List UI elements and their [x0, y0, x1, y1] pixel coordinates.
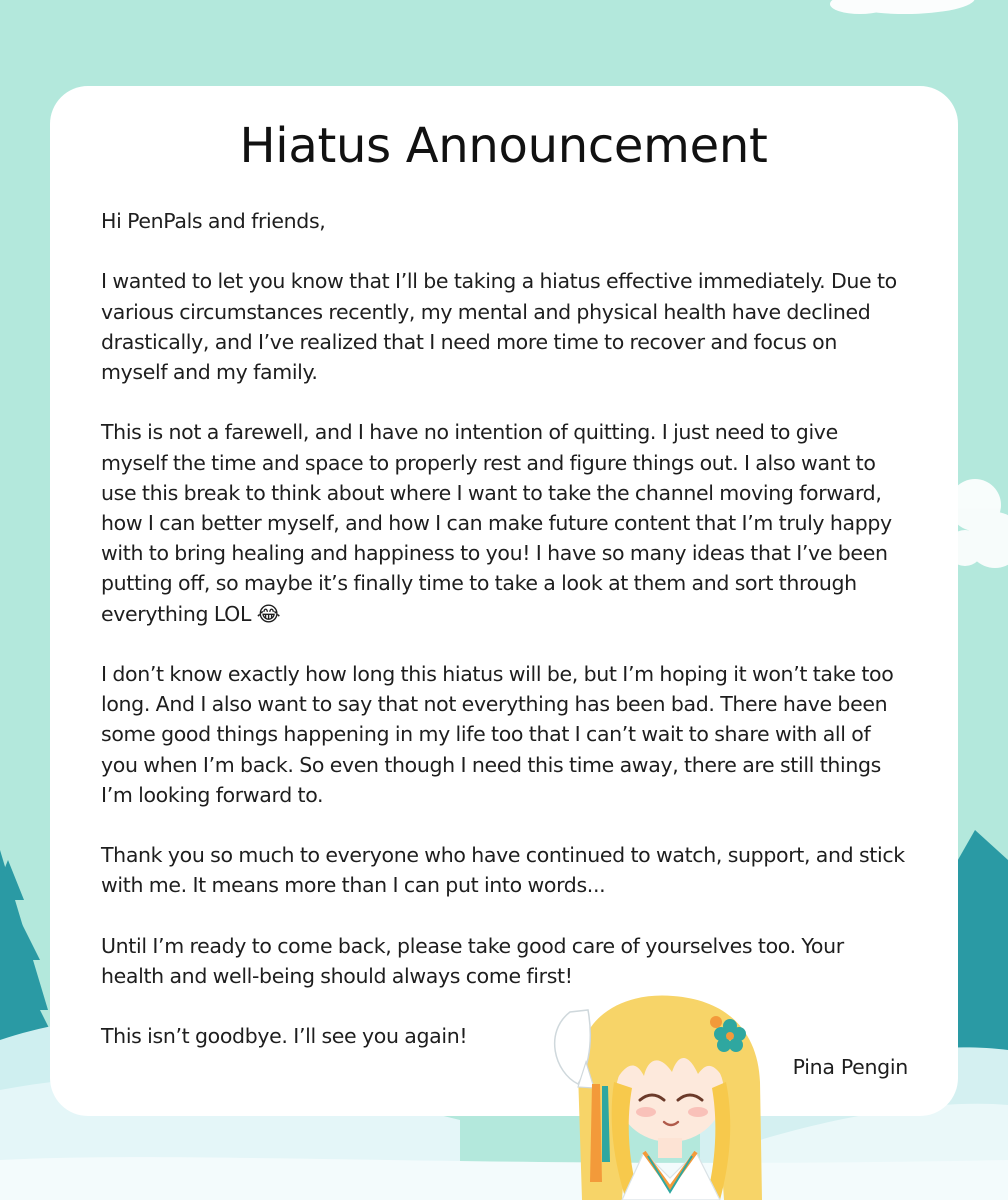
announcement-card: [50, 86, 958, 1116]
pine-tree-icon: [0, 850, 55, 1040]
blonde-girl-character-icon: [548, 992, 788, 1200]
cloud-icon: [830, 0, 975, 14]
page-title: Hiatus Announcement: [239, 118, 768, 174]
letter-paragraph: This isn’t goodbye. I’ll see you again!: [101, 1024, 468, 1049]
letter-body: [101, 206, 906, 1052]
letter-paragraph: Thank you so much to everyone who have continued to watch, support, and stick with me. It means more than I can put into words...: [101, 843, 905, 898]
letter-paragraph: I don’t know exactly how long this hiatus will be, but I’m hoping it won’t take too long. And I also want to say that not everything has been bad. There have been some good things happening in my life too that I can’t wait to share with all of you when I’m back. So even though I need this time away, there are still things I’m looking forward to.: [101, 662, 894, 807]
letter-paragraph: This is not a farewell, and I have no intention of quitting. I just need to give myself the time and space to properly rest and figure things out. I also want to use this break to think about where I want to take the channel moving forward, how I can better myself, and how I can make future content that I’m truly happy with to bring healing and happiness to you! I have so many ideas that I’ve been putting off, so maybe it’s finally time to take a look at them and sort through everything LOL 😂: [101, 420, 892, 626]
letter-paragraph: Until I’m ready to come back, please take good care of yourselves too. Your health and well-being should always come first!: [101, 933, 844, 988]
signature: Pina Pengin: [792, 1055, 908, 1079]
letter-paragraph: I wanted to let you know that I’ll be taking a hiatus effective immediately. Due to various circumstances recently, my mental and physical health have declined drastically, and I’ve realized that I need more time to recover and focus on myself and my family.: [101, 269, 897, 384]
greeting: Hi PenPals and friends,: [101, 209, 326, 233]
